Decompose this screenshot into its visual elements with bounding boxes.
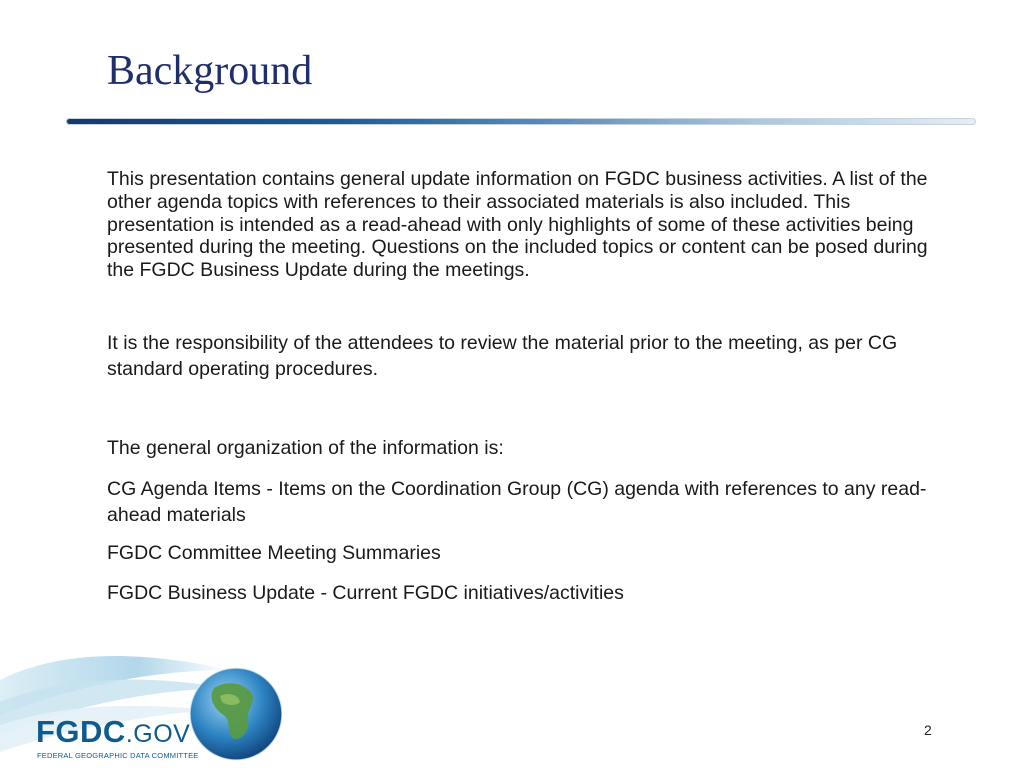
page-number: 2 xyxy=(924,722,932,738)
title-divider xyxy=(66,118,976,125)
responsibility-paragraph: It is the responsibility of the attendees to review the material prior to the meeting, as per CG standard operating procedures. xyxy=(107,332,898,380)
list-item-cg-agenda: CG Agenda Items - Items on the Coordination Group (CG) agenda with references to any read-ahead materials xyxy=(107,478,927,526)
logo-subtitle: FEDERAL GEOGRAPHIC DATA COMMITTEE xyxy=(37,751,199,760)
logo-main-text: FGDC xyxy=(36,714,126,749)
intro-paragraph: This presentation contains general update information on FGDC business activities. A list of the other agenda topics with references to their associated materials is also included. This presentation is intended as a read-ahead with only highlights of some of these activities being presented during the meeting. Questions on the included topics or content can be posed during the FGDC Business Update during the meetings. xyxy=(107,168,928,282)
slide-title: Background xyxy=(107,48,313,94)
logo-suffix-text: .GOV xyxy=(125,720,191,748)
list-item-committee-summaries: FGDC Committee Meeting Summaries xyxy=(107,542,441,564)
organization-heading: The general organization of the information is: xyxy=(107,437,504,459)
list-item-business-update: FGDC Business Update - Current FGDC initiatives/activities xyxy=(107,582,624,604)
fgdc-logo xyxy=(36,716,190,747)
